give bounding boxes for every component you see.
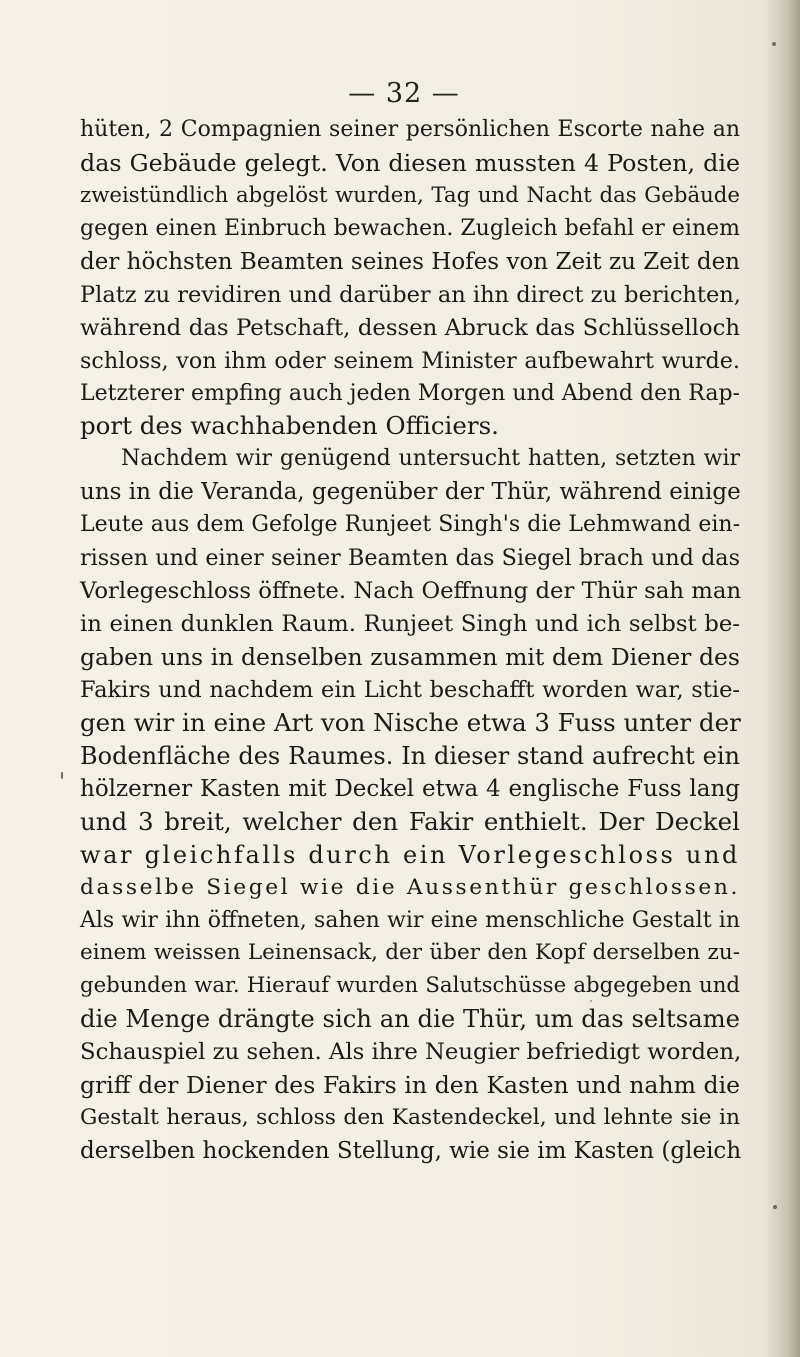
- text-line: Letzterer empfing auch jeden Morgen und Abend den Rap-: [80, 380, 740, 406]
- page-edge-shadow: [766, 0, 800, 1357]
- paragraph-start-line: Nachdem wir genügend untersucht hatten, setzten wir: [121, 446, 740, 472]
- text-line: in einen dunklen Raum. Runjeet Singh und ich selbst be-: [80, 611, 740, 638]
- text-line: Schauspiel zu sehen. Als ihre Neugier befriedigt worden,: [80, 1039, 742, 1066]
- paper-speck: [772, 42, 776, 46]
- text-line: Vorlegeschloss öffnete. Nach Oeffnung der Thür sah man: [80, 578, 742, 605]
- paper-speck: [773, 1205, 777, 1209]
- text-line: Gestalt heraus, schloss den Kastendeckel, und lehnte sie in: [80, 1105, 740, 1131]
- text-line: Platz zu revidiren und darüber an ihn direct zu berichten,: [80, 281, 741, 308]
- text-line: griff der Diener des Fakirs in den Kasten und nahm die: [80, 1071, 740, 1100]
- text-line: gen wir in eine Art von Nische etwa 3 Fuss unter der: [80, 707, 741, 737]
- page-number: — 32 —: [348, 78, 460, 109]
- text-line: gegen einen Einbruch bewachen. Zugleich befahl er einem: [80, 215, 740, 241]
- body-text: [80, 114, 740, 1168]
- text-line: Bodenfläche des Raumes. In dieser stand aufrecht ein: [80, 741, 740, 770]
- text-line: schloss, von ihm oder seinem Minister aufbewahrt wurde.: [80, 347, 740, 374]
- paper-speck: [590, 1000, 592, 1002]
- text-line: und 3 breit, welcher den Fakir enthielt. Der Deckel: [80, 806, 740, 836]
- text-line: hüten, 2 Compagnien seiner persönlichen Escorte nahe an: [80, 117, 740, 142]
- text-line: rissen und einer seiner Beamten das Siegel brach und das: [80, 545, 740, 572]
- text-line: Als wir ihn öffneten, sahen wir eine menschliche Gestalt in: [80, 907, 740, 933]
- text-line: derselben hockenden Stellung, wie sie im Kasten (gleich: [80, 1138, 742, 1165]
- text-line: zweistündlich abgelöst wurden, Tag und Nacht das Gebäude: [80, 182, 740, 208]
- text-line: Leute aus dem Gefolge Runjeet Singh's die Lehmwand ein-: [80, 512, 740, 538]
- text-line: uns in die Veranda, gegenüber der Thür, während einige: [80, 479, 741, 506]
- text-line: während das Petschaft, dessen Abruck das Schlüsselloch: [80, 314, 740, 341]
- paper-speck: [61, 772, 63, 779]
- text-line: hölzerner Kasten mit Deckel etwa 4 englische Fuss lang: [80, 775, 740, 802]
- text-line: gebunden war. Hierauf wurden Salutschüsse abgegeben und: [80, 973, 740, 999]
- emphasized-text-line: dasselbe Siegel wie die Aussenthür geschlossen.: [80, 874, 740, 900]
- emphasized-text-line: war gleichfalls durch ein Vorlegeschloss und: [80, 840, 740, 869]
- text-line: Fakirs und nachdem ein Licht beschafft worden war, stie-: [80, 676, 740, 703]
- text-line: der höchsten Beamten seines Hofes von Zeit zu Zeit den: [80, 248, 740, 275]
- text-line: das Gebäude gelegt. Von diesen mussten 4 Posten, die: [80, 148, 740, 177]
- text-line: gaben uns in denselben zusammen mit dem Diener des: [80, 643, 740, 671]
- text-line: die Menge drängte sich an die Thür, um das seltsame: [80, 1004, 740, 1034]
- paragraph-end-line: port des wachhabenden Officiers.: [80, 411, 499, 441]
- text-line: einem weissen Leinensack, der über den Kopf derselben zu-: [80, 940, 740, 966]
